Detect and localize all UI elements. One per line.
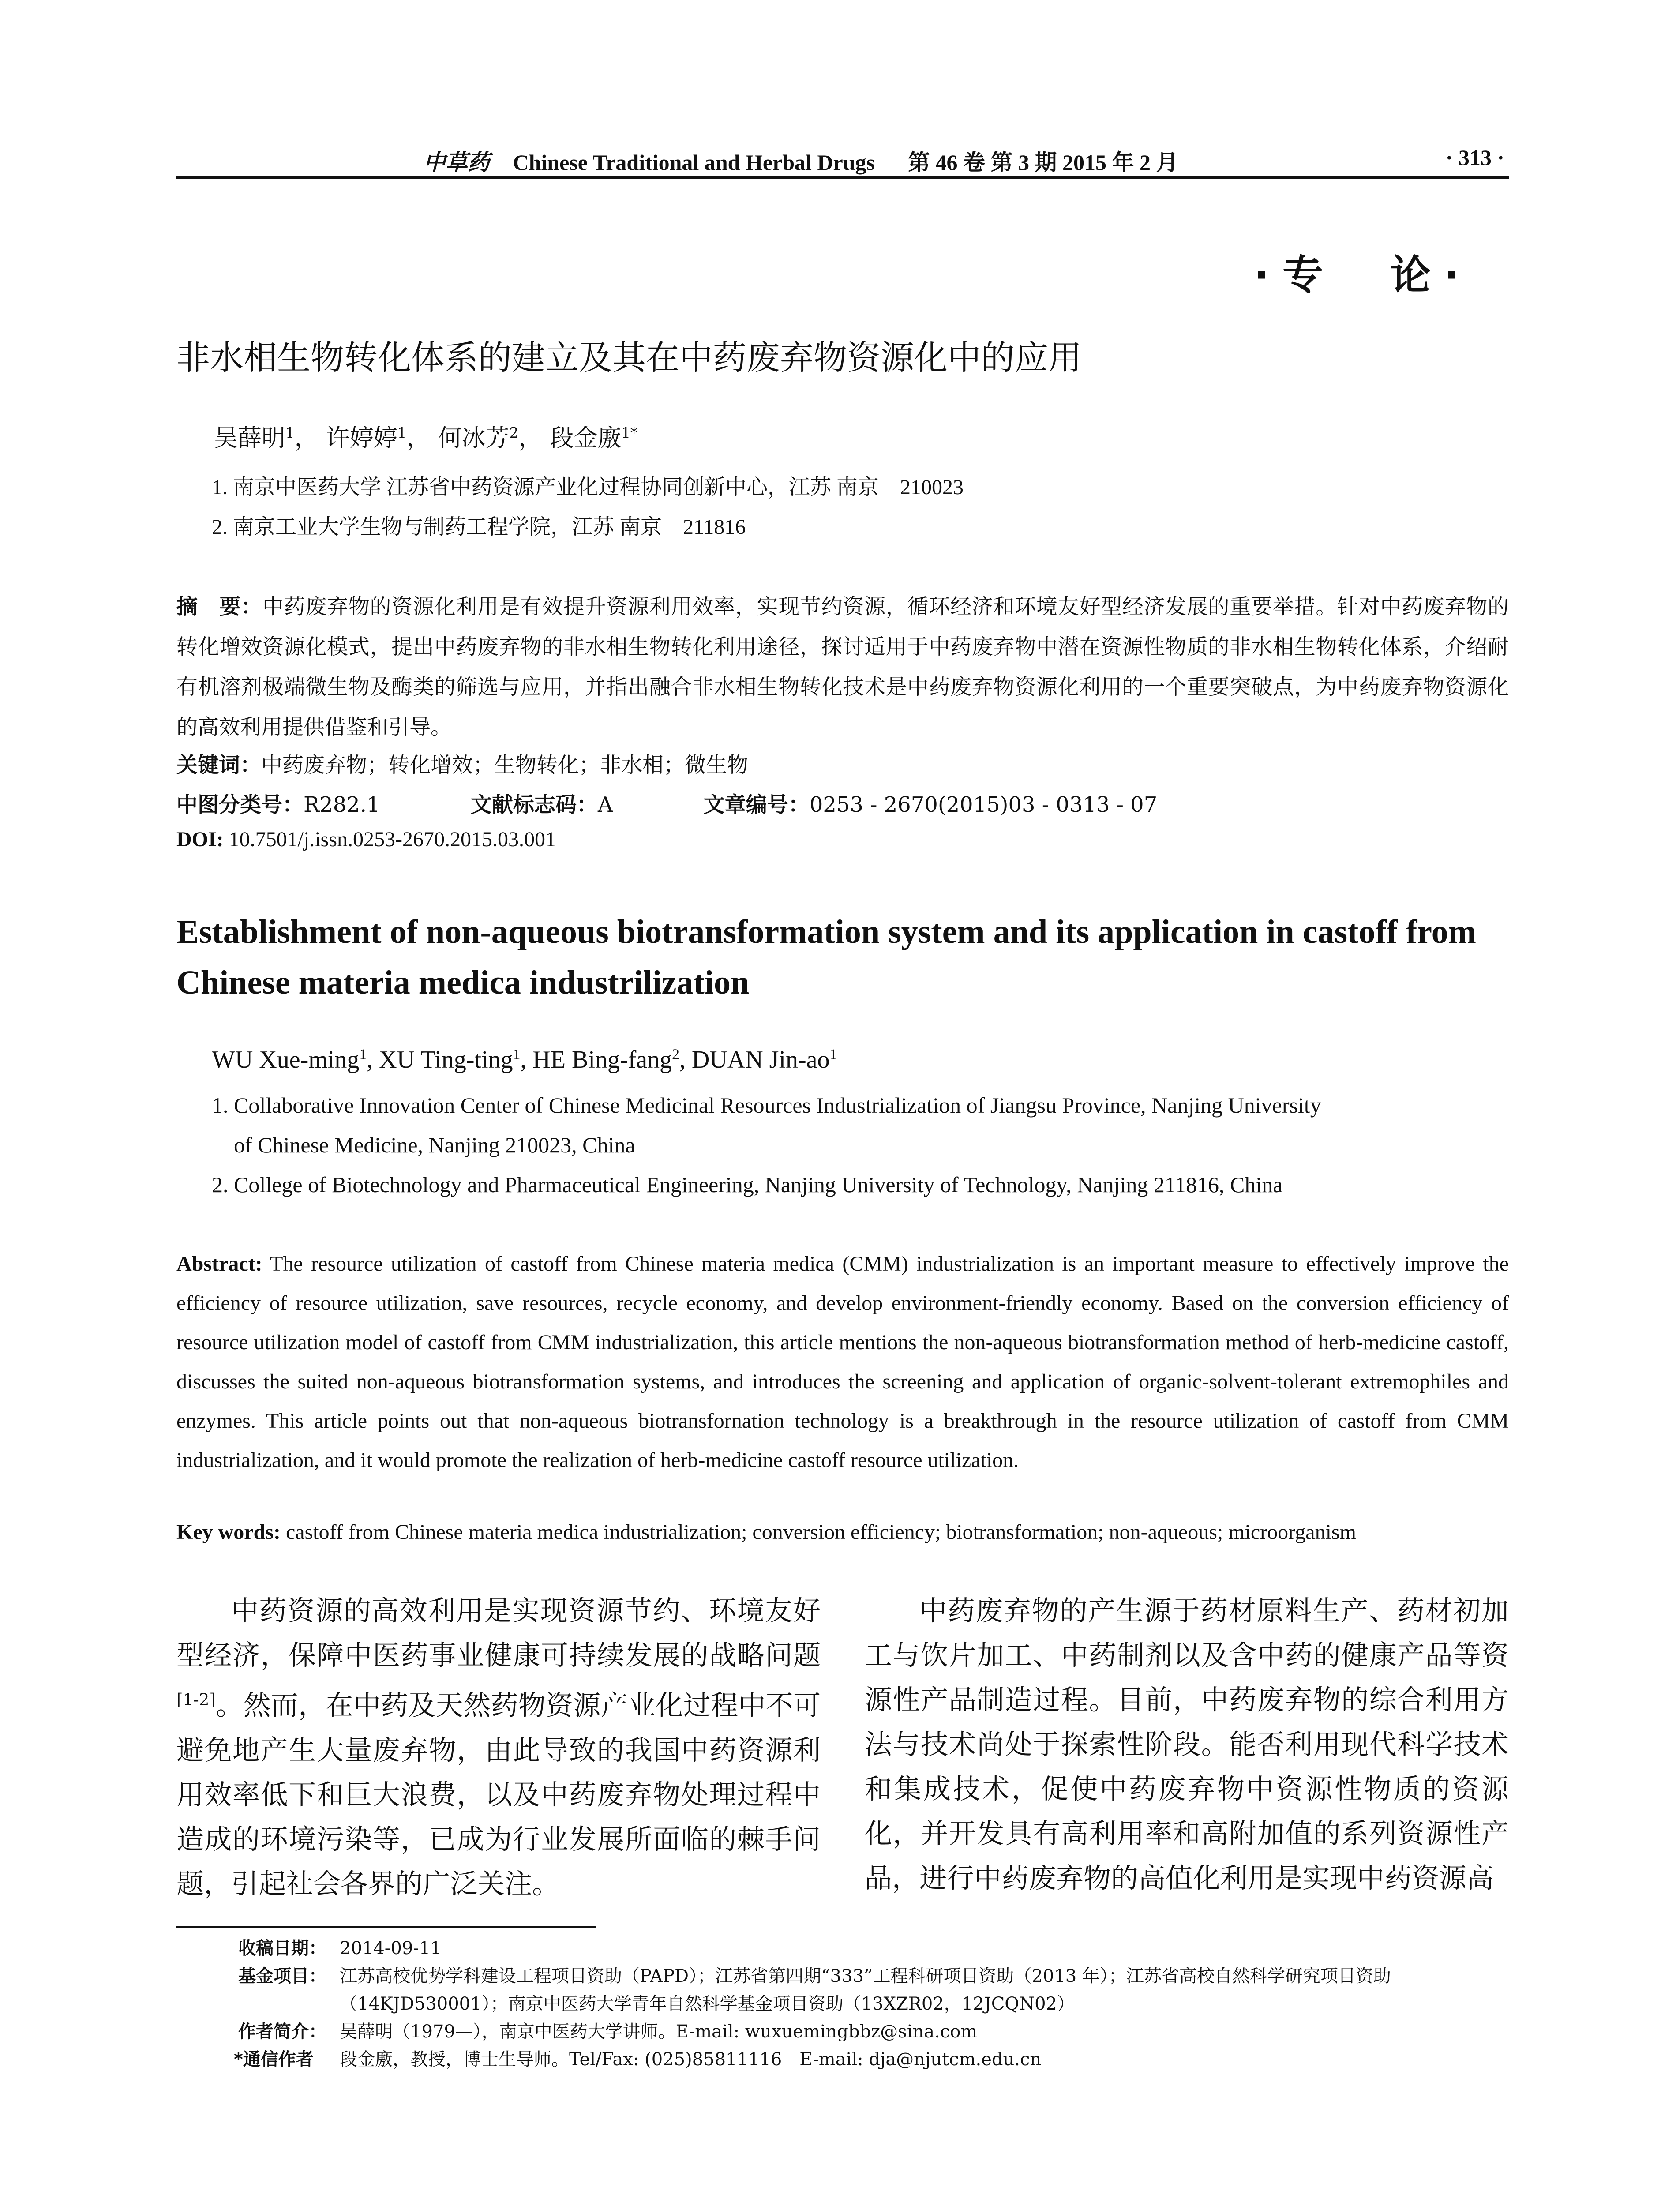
doc-code-label: 文献标志码： — [470, 792, 598, 817]
author-affiliation-mark: 1 — [513, 1046, 521, 1063]
clc-value: R282.1 — [304, 792, 380, 817]
keywords-label: Key words: — [176, 1520, 281, 1544]
footnote-text: 江苏高校优势学科建设工程项目资助（PAPD）；江苏省第四期“333”工程科研项目资助（2013 年）；江苏省高校自然科学研究项目资助（14KJD530001）；南京中医药大学青年自然科学基金项目资助（13XZR02，12JCQN02） — [340, 1966, 1391, 2014]
chinese-affiliation-2: 2. 南京工业大学生物与制药工程学院，江苏 南京 211816 — [212, 515, 746, 539]
journal-cn-name: 中草药 — [424, 149, 490, 175]
chinese-authors — [214, 419, 638, 453]
author-separator: , — [679, 1046, 692, 1073]
chinese-keywords — [176, 748, 748, 778]
footnote-received — [238, 1935, 1509, 1962]
footnote-fund — [238, 1962, 1509, 2018]
doi-label: DOI: — [176, 828, 224, 851]
abstract-label: 摘 要： — [176, 594, 262, 619]
keywords-label: 关键词： — [176, 753, 262, 777]
footnote-author — [238, 2018, 1509, 2046]
author-name: WU Xue-ming — [212, 1046, 360, 1073]
author-name: 吴薛明 — [214, 424, 285, 452]
journal-en-name: Chinese Traditional and Herbal Drugs — [513, 150, 875, 175]
footnotes — [234, 1935, 1509, 2074]
article-number-value: 0253 - 2670(2015)03 - 0313 - 07 — [809, 792, 1158, 817]
footnote-label: *通信作者 — [234, 2049, 314, 2070]
section-tag: ·专 论· — [1254, 251, 1473, 299]
body-paragraph — [176, 1588, 821, 1906]
author-name: 何冰芳 — [438, 424, 510, 452]
author-affiliation-mark: 2 — [672, 1046, 679, 1063]
body-column-left — [176, 1588, 821, 1906]
english-abstract — [176, 1244, 1509, 1480]
body-text: 。然而，在中药及天然药物资源产业化过程中不可避免地产生大量废弃物，由此导致的我国中药资源利用效率低下和巨大浪费，以及中药废弃物处理过程中造成的环境污染等，已成为行业发展所面临的棘手问题，引起社会各界的广泛关注。 — [176, 1689, 821, 1900]
journal-info — [424, 145, 1178, 176]
author-affiliation-mark: 1 — [397, 424, 407, 441]
body-column-right — [865, 1588, 1509, 1900]
english-authors — [212, 1046, 837, 1074]
citation-mark: [1-2] — [176, 1690, 216, 1709]
affiliation-line-continued: of Chinese Medicine, Nanjing 210023, China — [234, 1133, 635, 1157]
english-keywords — [176, 1520, 1356, 1544]
article-number-label: 文章编号： — [703, 792, 810, 817]
author-affiliation-mark: 2 — [509, 424, 519, 441]
english-affiliation-1 — [212, 1085, 1518, 1165]
footnote-text: 段金廒，教授，博士生导师。Tel/Fax: (025)85811116 E-mail: dja@njutcm.edu.cn — [340, 2049, 1042, 2070]
footnote-divider — [176, 1926, 596, 1928]
keywords-text: castoff from Chinese materia medica industrialization; conversion efficiency; biotransformation; non-aqueous; microorganism — [280, 1520, 1356, 1544]
footnote-label: 基金项目： — [238, 1966, 326, 1986]
author-separator: ， — [294, 424, 319, 452]
author-affiliation-mark: 1 — [359, 1046, 367, 1063]
author-separator: , — [520, 1046, 533, 1073]
footnote-label: 收稿日期： — [238, 1938, 326, 1958]
english-title: Establishment of non-aqueous biotransformation system and its application in castoff from Chinese materia medica industrilization — [176, 913, 1476, 1001]
keywords-text: 中药废弃物；转化增效；生物转化；非水相；微生物 — [261, 753, 749, 777]
author-name: 许婷婷 — [326, 424, 398, 452]
author-separator: ， — [518, 424, 543, 452]
issue-info: 第 46 卷 第 3 期 2015 年 2 月 — [908, 150, 1178, 175]
body-text: 中药资源的高效利用是实现资源节约、环境友好型经济，保障中医药事业健康可持续发展的战略问题 — [176, 1594, 821, 1671]
author-affiliation-mark: 1 — [829, 1046, 837, 1063]
footnote-text: 吴薛明（1979—），南京中医药大学讲师。E-mail: wuxuemingbbz@sina.com — [340, 2022, 978, 2042]
author-affiliation-mark: 1 — [285, 424, 295, 441]
classification-line — [176, 788, 1157, 818]
chinese-abstract — [176, 587, 1509, 747]
footnote-corresponding — [234, 2046, 1509, 2074]
affiliation-line: 1. Collaborative Innovation Center of Chinese Medicinal Resources Industrialization of Jiangsu Province, Nanjing University — [212, 1093, 1321, 1118]
doc-code-value: A — [597, 792, 613, 817]
running-header — [176, 141, 1509, 179]
chinese-affiliation-1: 1. 南京中医药大学 江苏省中药资源产业化过程协同创新中心，江苏 南京 210023 — [212, 476, 964, 499]
footnote-label: 作者简介： — [238, 2022, 326, 2042]
author-name: XU Ting-ting — [379, 1046, 513, 1073]
footnote-text: 2014-09-11 — [340, 1938, 442, 1958]
author-separator: , — [367, 1046, 379, 1073]
doi-line — [176, 827, 556, 852]
abstract-text: The resource utilization of castoff from Chinese materia medica (CMM) industrialization is an important measure to effectively improve the efficiency of resource utilization, save resources, recycle economy, and develop environment-friendly economy. Based on the conversion efficiency of resource utilization model of castoff from CMM industrialization, this article mentions the non-aqueous biotransformation method of herb-medicine castoff, discusses the suited non-aqueous biotransformation systems, and introduces the screening and application of organic-solvent-tolerant extremophiles and enzymes. This article points out that non-aqueous biotransfornation technology is a breakthrough in the resource utilization of castoff from CMM industrialization, and it would promote the realization of herb-medicine castoff resource utilization. — [176, 1252, 1509, 1472]
abstract-label: Abstract: — [176, 1252, 262, 1276]
body-paragraph: 中药废弃物的产生源于药材原料生产、药材初加工与饮片加工、中药制剂以及含中药的健康产品等资源性产品制造过程。目前，中药废弃物的综合利用方法与技术尚处于探索性阶段。能否利用现代科学技术和集成技术，促使中药废弃物中资源性物质的资源化，并开发具有高利用率和高附加值的系列资源性产品，进行中药废弃物的高值化利用是实现中药资源高 — [865, 1594, 1509, 1894]
author-name: DUAN Jin-ao — [691, 1046, 830, 1073]
clc-label: 中图分类号： — [176, 792, 304, 817]
author-name: 段金廒 — [550, 424, 622, 452]
page-number: · 313 · — [1445, 145, 1504, 170]
doi-value: 10.7501/j.issn.0253-2670.2015.03.001 — [223, 828, 556, 851]
english-affiliation-2: 2. College of Biotechnology and Pharmaceutical Engineering, Nanjing University of Technology, Nanjing 211816, China — [212, 1172, 1283, 1197]
author-separator: ， — [406, 424, 431, 452]
author-name: HE Bing-fang — [532, 1046, 672, 1073]
author-affiliation-mark: 1* — [621, 424, 638, 441]
chinese-title: 非水相生物转化体系的建立及其在中药废弃物资源化中的应用 — [176, 338, 1082, 377]
abstract-text: 中药废弃物的资源化利用是有效提升资源利用效率，实现节约资源，循环经济和环境友好型经济发展的重要举措。针对中药废弃物的转化增效资源化模式，提出中药废弃物的非水相生物转化利用途径，探讨适用于中药废弃物中潜在资源性物质的非水相生物转化体系，介绍耐有机溶剂极端微生物及酶类的筛选与应用，并指出融合非水相生物转化技术是中药废弃物资源化利用的一个重要突破点，为中药废弃物资源化的高效利用提供借鉴和引导。 — [176, 594, 1509, 739]
